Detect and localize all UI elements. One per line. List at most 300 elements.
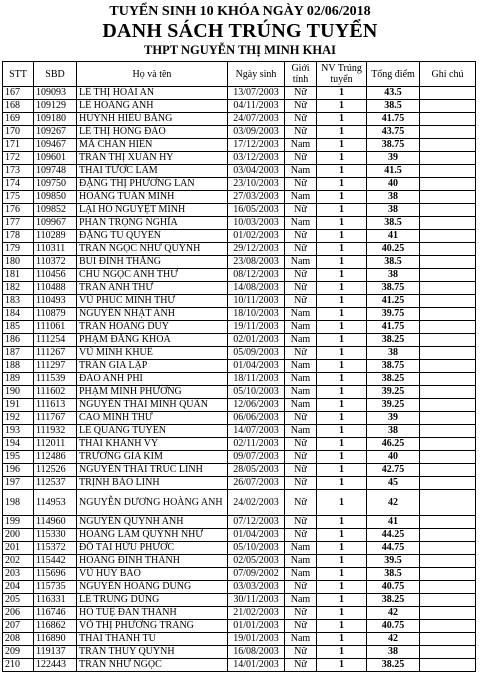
cell-sbd: 111297 bbox=[34, 360, 77, 373]
cell-note bbox=[420, 256, 476, 269]
cell-dob: 14/08/2003 bbox=[228, 282, 285, 295]
cell-sbd: 119137 bbox=[34, 646, 77, 659]
cell-name: TRƯƠNG GIA KIM bbox=[77, 451, 228, 464]
cell-nv: 1 bbox=[317, 347, 367, 360]
col-header-score: Tổng điểm bbox=[367, 62, 420, 87]
cell-note bbox=[420, 555, 476, 568]
cell-note bbox=[420, 438, 476, 451]
cell-note bbox=[420, 217, 476, 230]
cell-stt: 171 bbox=[3, 139, 34, 152]
cell-stt: 209 bbox=[3, 646, 34, 659]
cell-name: ĐẶNG THỊ PHƯƠNG LAN bbox=[77, 178, 228, 191]
cell-score: 40.75 bbox=[367, 620, 420, 633]
cell-dob: 03/09/2003 bbox=[228, 126, 285, 139]
cell-score: 38.5 bbox=[367, 256, 420, 269]
cell-stt: 183 bbox=[3, 295, 34, 308]
cell-dob: 17/12/2003 bbox=[228, 139, 285, 152]
cell-dob: 12/06/2003 bbox=[228, 399, 285, 412]
cell-name: ĐỖ TÀI HỮU PHƯỚC bbox=[77, 542, 228, 555]
cell-score: 38 bbox=[367, 204, 420, 217]
cell-note bbox=[420, 516, 476, 529]
cell-sbd: 116890 bbox=[34, 633, 77, 646]
cell-sex: Nữ bbox=[285, 438, 317, 451]
cell-score: 38 bbox=[367, 425, 420, 438]
cell-note bbox=[420, 568, 476, 581]
cell-dob: 27/03/2003 bbox=[228, 191, 285, 204]
cell-note bbox=[420, 542, 476, 555]
cell-stt: 172 bbox=[3, 152, 34, 165]
table-row bbox=[3, 646, 476, 659]
cell-nv: 1 bbox=[317, 282, 367, 295]
table-row bbox=[3, 360, 476, 373]
cell-sex: Nữ bbox=[285, 490, 317, 516]
cell-note bbox=[420, 308, 476, 321]
cell-name: NGUYỄN DƯƠNG HOÀNG ANH bbox=[77, 490, 228, 516]
cell-sbd: 110493 bbox=[34, 295, 77, 308]
cell-note bbox=[420, 243, 476, 256]
cell-score: 41 bbox=[367, 516, 420, 529]
cell-note bbox=[420, 477, 476, 490]
table-row bbox=[3, 490, 476, 516]
cell-stt: 199 bbox=[3, 516, 34, 529]
table-row bbox=[3, 620, 476, 633]
col-header-nv: NV Trúng tuyển bbox=[317, 62, 367, 87]
cell-score: 45 bbox=[367, 477, 420, 490]
cell-sex: Nam bbox=[285, 256, 317, 269]
cell-nv: 1 bbox=[317, 490, 367, 516]
cell-stt: 198 bbox=[3, 490, 34, 516]
cell-sbd: 110311 bbox=[34, 243, 77, 256]
cell-score: 38 bbox=[367, 269, 420, 282]
cell-score: 39.25 bbox=[367, 386, 420, 399]
table-row bbox=[3, 256, 476, 269]
cell-stt: 168 bbox=[3, 100, 34, 113]
cell-sex: Nữ bbox=[285, 152, 317, 165]
cell-sex: Nam bbox=[285, 360, 317, 373]
col-header-note: Ghi chú bbox=[420, 62, 476, 87]
cell-sbd: 115696 bbox=[34, 568, 77, 581]
cell-sex: Nữ bbox=[285, 269, 317, 282]
cell-name: NGUYỄN NHẬT ANH bbox=[77, 308, 228, 321]
table-row bbox=[3, 295, 476, 308]
table-row bbox=[3, 191, 476, 204]
table-row bbox=[3, 243, 476, 256]
cell-note bbox=[420, 100, 476, 113]
cell-sbd: 110456 bbox=[34, 269, 77, 282]
cell-nv: 1 bbox=[317, 438, 367, 451]
cell-score: 38.75 bbox=[367, 139, 420, 152]
cell-dob: 01/04/2003 bbox=[228, 360, 285, 373]
cell-dob: 14/07/2003 bbox=[228, 425, 285, 438]
table-row bbox=[3, 282, 476, 295]
cell-nv: 1 bbox=[317, 399, 367, 412]
cell-sex: Nam bbox=[285, 308, 317, 321]
cell-stt: 194 bbox=[3, 438, 34, 451]
table-row bbox=[3, 373, 476, 386]
cell-nv: 1 bbox=[317, 113, 367, 126]
cell-name: TRẦN GIA LẬP bbox=[77, 360, 228, 373]
table-row bbox=[3, 386, 476, 399]
table-row bbox=[3, 230, 476, 243]
cell-stt: 181 bbox=[3, 269, 34, 282]
cell-nv: 1 bbox=[317, 100, 367, 113]
cell-note bbox=[420, 646, 476, 659]
cell-note bbox=[420, 425, 476, 438]
cell-nv: 1 bbox=[317, 178, 367, 191]
cell-dob: 05/10/2003 bbox=[228, 386, 285, 399]
cell-sbd: 111061 bbox=[34, 321, 77, 334]
table-body bbox=[3, 87, 476, 672]
col-header-sbd: SBD bbox=[34, 62, 77, 87]
cell-sex: Nam bbox=[285, 373, 317, 386]
table-row bbox=[3, 204, 476, 217]
cell-nv: 1 bbox=[317, 373, 367, 386]
cell-name: NGUYỄN THÁI TRÚC LINH bbox=[77, 464, 228, 477]
cell-name: PHAN TRỌNG NGHĨA bbox=[77, 217, 228, 230]
cell-sbd: 116746 bbox=[34, 607, 77, 620]
cell-sex: Nam bbox=[285, 321, 317, 334]
cell-score: 38 bbox=[367, 347, 420, 360]
cell-name: PHẠM MINH PHƯƠNG bbox=[77, 386, 228, 399]
col-header-stt: STT bbox=[3, 62, 34, 87]
cell-score: 46.25 bbox=[367, 438, 420, 451]
cell-sex: Nữ bbox=[285, 87, 317, 100]
cell-sbd: 111539 bbox=[34, 373, 77, 386]
cell-score: 44.25 bbox=[367, 529, 420, 542]
cell-sbd: 111602 bbox=[34, 386, 77, 399]
cell-dob: 14/01/2003 bbox=[228, 659, 285, 672]
table-row bbox=[3, 321, 476, 334]
cell-name: LÊ QUANG TUYÊN bbox=[77, 425, 228, 438]
cell-dob: 10/03/2003 bbox=[228, 217, 285, 230]
cell-dob: 16/05/2003 bbox=[228, 204, 285, 217]
cell-name: THÁI TƯỚC LÂM bbox=[77, 165, 228, 178]
cell-stt: 177 bbox=[3, 217, 34, 230]
cell-sex: Nam bbox=[285, 633, 317, 646]
cell-stt: 192 bbox=[3, 412, 34, 425]
cell-sex: Nữ bbox=[285, 620, 317, 633]
cell-stt: 201 bbox=[3, 542, 34, 555]
cell-sbd: 109267 bbox=[34, 126, 77, 139]
cell-dob: 05/09/2003 bbox=[228, 347, 285, 360]
table-row bbox=[3, 308, 476, 321]
cell-name: VÕ THỊ PHƯƠNG TRANG bbox=[77, 620, 228, 633]
cell-nv: 1 bbox=[317, 529, 367, 542]
cell-note bbox=[420, 321, 476, 334]
cell-stt: 182 bbox=[3, 282, 34, 295]
cell-name: TRẦN NHƯ NGỌC bbox=[77, 659, 228, 672]
cell-nv: 1 bbox=[317, 87, 367, 100]
cell-nv: 1 bbox=[317, 386, 367, 399]
cell-sex: Nữ bbox=[285, 464, 317, 477]
cell-dob: 01/02/2003 bbox=[228, 230, 285, 243]
cell-sbd: 122443 bbox=[34, 659, 77, 672]
cell-score: 41 bbox=[367, 230, 420, 243]
cell-sex: Nam bbox=[285, 217, 317, 230]
cell-name: TRẦN THỊ XUÂN HY bbox=[77, 152, 228, 165]
cell-score: 38.5 bbox=[367, 568, 420, 581]
cell-note bbox=[420, 282, 476, 295]
cell-note bbox=[420, 360, 476, 373]
cell-sbd: 110879 bbox=[34, 308, 77, 321]
cell-note bbox=[420, 373, 476, 386]
table-row bbox=[3, 607, 476, 620]
cell-note bbox=[420, 464, 476, 477]
cell-nv: 1 bbox=[317, 646, 367, 659]
cell-name: TRẦN HOÀNG DUY bbox=[77, 321, 228, 334]
cell-note bbox=[420, 581, 476, 594]
cell-note bbox=[420, 659, 476, 672]
cell-dob: 10/11/2003 bbox=[228, 295, 285, 308]
cell-sbd: 112537 bbox=[34, 477, 77, 490]
table-row bbox=[3, 425, 476, 438]
cell-name: HOÀNG ĐÌNH THÀNH bbox=[77, 555, 228, 568]
cell-name: CAO MINH THƯ bbox=[77, 412, 228, 425]
cell-score: 38.25 bbox=[367, 594, 420, 607]
cell-score: 38 bbox=[367, 646, 420, 659]
cell-score: 41.75 bbox=[367, 113, 420, 126]
cell-name: LÊ THỊ HỒNG ĐÀO bbox=[77, 126, 228, 139]
cell-stt: 189 bbox=[3, 373, 34, 386]
cell-score: 39.25 bbox=[367, 399, 420, 412]
cell-stt: 191 bbox=[3, 399, 34, 412]
document-header bbox=[0, 4, 480, 57]
table-row bbox=[3, 347, 476, 360]
cell-sex: Nam bbox=[285, 568, 317, 581]
table-row bbox=[3, 178, 476, 191]
cell-sbd: 110372 bbox=[34, 256, 77, 269]
cell-score: 39.5 bbox=[367, 555, 420, 568]
cell-sbd: 115330 bbox=[34, 529, 77, 542]
cell-sex: Nữ bbox=[285, 282, 317, 295]
cell-name: HUỲNH HIẾU BẰNG bbox=[77, 113, 228, 126]
cell-nv: 1 bbox=[317, 633, 367, 646]
cell-nv: 1 bbox=[317, 607, 367, 620]
cell-sbd: 116331 bbox=[34, 594, 77, 607]
col-header-sex: Giới tính bbox=[285, 62, 317, 87]
cell-nv: 1 bbox=[317, 620, 367, 633]
cell-sex: Nam bbox=[285, 139, 317, 152]
table-row bbox=[3, 594, 476, 607]
cell-nv: 1 bbox=[317, 412, 367, 425]
cell-name: LẠI HỒ NGUYỆT MINH bbox=[77, 204, 228, 217]
cell-nv: 1 bbox=[317, 425, 367, 438]
table-row bbox=[3, 477, 476, 490]
table-row bbox=[3, 399, 476, 412]
cell-sbd: 112011 bbox=[34, 438, 77, 451]
cell-score: 41.5 bbox=[367, 165, 420, 178]
cell-dob: 19/01/2003 bbox=[228, 633, 285, 646]
cell-stt: 202 bbox=[3, 555, 34, 568]
cell-sex: Nam bbox=[285, 555, 317, 568]
cell-note bbox=[420, 451, 476, 464]
cell-dob: 23/10/2003 bbox=[228, 178, 285, 191]
cell-note bbox=[420, 152, 476, 165]
cell-sex: Nữ bbox=[285, 516, 317, 529]
cell-note bbox=[420, 607, 476, 620]
cell-nv: 1 bbox=[317, 464, 367, 477]
cell-name: NGUYỄN HOÀNG DUNG bbox=[77, 581, 228, 594]
cell-stt: 206 bbox=[3, 607, 34, 620]
list-title: DANH SÁCH TRÚNG TUYỂN bbox=[102, 20, 378, 42]
cell-score: 42 bbox=[367, 607, 420, 620]
admission-table bbox=[2, 61, 476, 672]
cell-stt: 190 bbox=[3, 386, 34, 399]
cell-name: VŨ MINH KHUÊ bbox=[77, 347, 228, 360]
cell-stt: 197 bbox=[3, 477, 34, 490]
cell-dob: 30/11/2003 bbox=[228, 594, 285, 607]
cell-name: VŨ HUY BẢO bbox=[77, 568, 228, 581]
cell-name: HOÀNG TUẤN MINH bbox=[77, 191, 228, 204]
cell-sex: Nữ bbox=[285, 607, 317, 620]
cell-sex: Nữ bbox=[285, 243, 317, 256]
cell-nv: 1 bbox=[317, 269, 367, 282]
cell-note bbox=[420, 620, 476, 633]
cell-sbd: 111613 bbox=[34, 399, 77, 412]
cell-score: 41.75 bbox=[367, 321, 420, 334]
cell-score: 41.25 bbox=[367, 295, 420, 308]
cell-dob: 28/05/2003 bbox=[228, 464, 285, 477]
cell-sbd: 110289 bbox=[34, 230, 77, 243]
cell-sbd: 109093 bbox=[34, 87, 77, 100]
cell-sex: Nam bbox=[285, 425, 317, 438]
cell-sex: Nữ bbox=[285, 295, 317, 308]
cell-sbd: 110488 bbox=[34, 282, 77, 295]
cell-score: 44.75 bbox=[367, 542, 420, 555]
cell-dob: 03/12/2003 bbox=[228, 152, 285, 165]
cell-stt: 170 bbox=[3, 126, 34, 139]
cell-nv: 1 bbox=[317, 334, 367, 347]
cell-score: 40 bbox=[367, 178, 420, 191]
cell-nv: 1 bbox=[317, 308, 367, 321]
cell-dob: 01/01/2003 bbox=[228, 620, 285, 633]
cell-note bbox=[420, 113, 476, 126]
table-row bbox=[3, 542, 476, 555]
cell-sbd: 111267 bbox=[34, 347, 77, 360]
cell-name: THÁI THANH TÚ bbox=[77, 633, 228, 646]
cell-sex: Nữ bbox=[285, 347, 317, 360]
cell-sex: Nữ bbox=[285, 126, 317, 139]
cell-stt: 210 bbox=[3, 659, 34, 672]
cell-dob: 16/08/2003 bbox=[228, 646, 285, 659]
cell-name: ĐÀO ANH PHI bbox=[77, 373, 228, 386]
cell-note bbox=[420, 87, 476, 100]
cell-sex: Nam bbox=[285, 399, 317, 412]
cell-stt: 173 bbox=[3, 165, 34, 178]
cell-nv: 1 bbox=[317, 659, 367, 672]
cell-sex: Nam bbox=[285, 191, 317, 204]
table-row bbox=[3, 451, 476, 464]
table-row bbox=[3, 217, 476, 230]
cell-dob: 29/12/2003 bbox=[228, 243, 285, 256]
cell-note bbox=[420, 295, 476, 308]
cell-sbd: 109750 bbox=[34, 178, 77, 191]
cell-note bbox=[420, 204, 476, 217]
cell-nv: 1 bbox=[317, 360, 367, 373]
table-row bbox=[3, 529, 476, 542]
cell-nv: 1 bbox=[317, 542, 367, 555]
cell-name: LÊ HOÀNG ANH bbox=[77, 100, 228, 113]
cell-score: 38.5 bbox=[367, 100, 420, 113]
cell-stt: 175 bbox=[3, 191, 34, 204]
cell-sbd: 109852 bbox=[34, 204, 77, 217]
cell-note bbox=[420, 386, 476, 399]
cell-dob: 03/03/2003 bbox=[228, 581, 285, 594]
table-row bbox=[3, 165, 476, 178]
cell-nv: 1 bbox=[317, 451, 367, 464]
cell-sbd: 109467 bbox=[34, 139, 77, 152]
cell-stt: 203 bbox=[3, 568, 34, 581]
cell-sbd: 109129 bbox=[34, 100, 77, 113]
cell-sex: Nữ bbox=[285, 646, 317, 659]
cell-stt: 205 bbox=[3, 594, 34, 607]
cell-note bbox=[420, 334, 476, 347]
cell-stt: 184 bbox=[3, 308, 34, 321]
cell-name: VŨ PHÚC MINH THƯ bbox=[77, 295, 228, 308]
cell-sbd: 111767 bbox=[34, 412, 77, 425]
cell-nv: 1 bbox=[317, 321, 367, 334]
cell-score: 38.25 bbox=[367, 373, 420, 386]
cell-name: BÙI ĐÌNH THẮNG bbox=[77, 256, 228, 269]
cell-name: TRẦN THÚY QUỲNH bbox=[77, 646, 228, 659]
cell-name: MÃ CHẤN HIÊN bbox=[77, 139, 228, 152]
cell-score: 38 bbox=[367, 191, 420, 204]
cell-stt: 169 bbox=[3, 113, 34, 126]
table-header-row bbox=[3, 62, 476, 87]
cell-sbd: 109180 bbox=[34, 113, 77, 126]
cell-sbd: 109850 bbox=[34, 191, 77, 204]
cell-stt: 185 bbox=[3, 321, 34, 334]
cell-name: PHẠM ĐĂNG KHOA bbox=[77, 334, 228, 347]
cell-note bbox=[420, 490, 476, 516]
table-row bbox=[3, 438, 476, 451]
cell-dob: 01/04/2003 bbox=[228, 529, 285, 542]
cell-dob: 03/04/2003 bbox=[228, 165, 285, 178]
cell-dob: 05/10/2003 bbox=[228, 542, 285, 555]
cell-sbd: 112486 bbox=[34, 451, 77, 464]
cell-nv: 1 bbox=[317, 555, 367, 568]
cell-score: 40.25 bbox=[367, 243, 420, 256]
cell-sbd: 109601 bbox=[34, 152, 77, 165]
cell-nv: 1 bbox=[317, 191, 367, 204]
table-row bbox=[3, 581, 476, 594]
cell-dob: 18/10/2003 bbox=[228, 308, 285, 321]
cell-sex: Nam bbox=[285, 542, 317, 555]
cell-note bbox=[420, 191, 476, 204]
cell-dob: 23/08/2003 bbox=[228, 256, 285, 269]
cell-note bbox=[420, 230, 476, 243]
school-name: THPT NGUYỄN THỊ MINH KHAI bbox=[144, 43, 336, 57]
table-row bbox=[3, 412, 476, 425]
cell-nv: 1 bbox=[317, 204, 367, 217]
col-header-dob: Ngày sinh bbox=[228, 62, 285, 87]
cell-nv: 1 bbox=[317, 152, 367, 165]
cell-stt: 196 bbox=[3, 464, 34, 477]
cell-score: 42.75 bbox=[367, 464, 420, 477]
cell-name: NGUYỄN QUỲNH ANH bbox=[77, 516, 228, 529]
cell-stt: 187 bbox=[3, 347, 34, 360]
cell-name: CHU NGỌC ANH THƯ bbox=[77, 269, 228, 282]
cell-stt: 176 bbox=[3, 204, 34, 217]
cell-score: 43.5 bbox=[367, 87, 420, 100]
table-row bbox=[3, 633, 476, 646]
cell-sex: Nữ bbox=[285, 100, 317, 113]
cell-nv: 1 bbox=[317, 581, 367, 594]
cell-sex: Nữ bbox=[285, 178, 317, 191]
table-row bbox=[3, 516, 476, 529]
cell-name: THÁI KHÁNH VY bbox=[77, 438, 228, 451]
cell-sbd: 114953 bbox=[34, 490, 77, 516]
